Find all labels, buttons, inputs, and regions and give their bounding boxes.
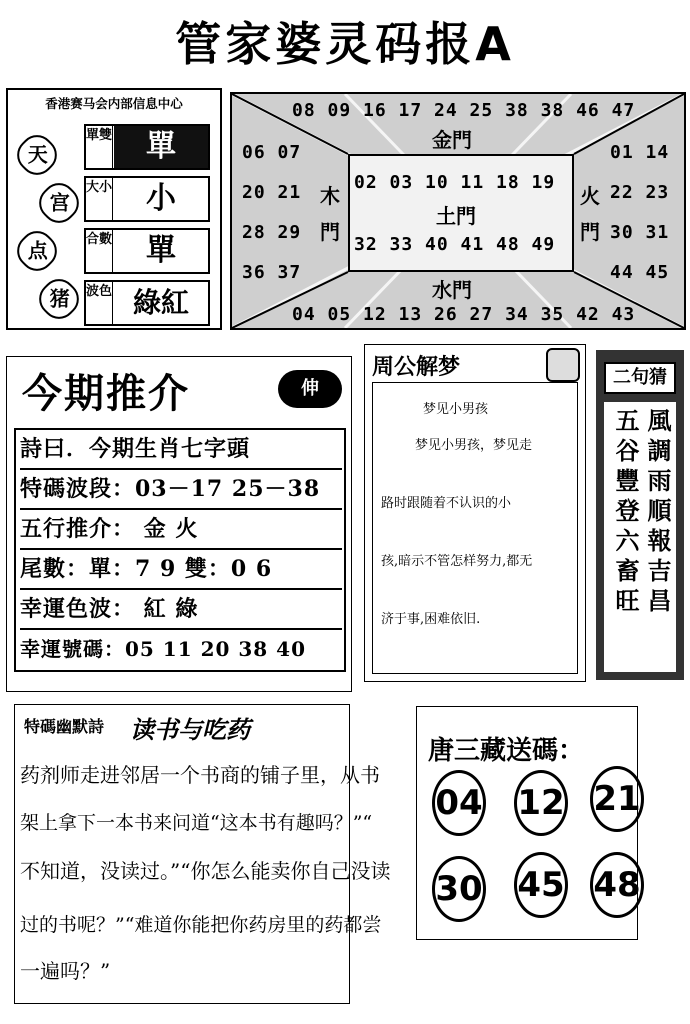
row-value: 單 xyxy=(146,233,176,268)
bottom-numbers: 04 05 12 13 26 27 34 35 42 43 xyxy=(292,304,636,325)
recommend-title: 今期推介 xyxy=(22,371,190,417)
odd-even-row xyxy=(84,124,210,170)
fire-door-label: 火門 xyxy=(580,184,600,244)
left-numbers-4: 36 37 xyxy=(242,262,302,283)
lucky-balls-heading: 唐三藏送碼： xyxy=(428,736,585,766)
five-elements-row: 五行推介： 金 火 xyxy=(20,510,342,550)
humor-line: 过的书呢？”“难道你能把你药房里的药都尝 xyxy=(20,914,382,936)
lucky-ball: 48 xyxy=(590,852,644,918)
dream-content xyxy=(372,382,578,674)
dream-heading: 周公解梦 xyxy=(372,355,461,380)
five-doors-panel xyxy=(230,92,686,330)
dream-line: 济于事,困难依旧. xyxy=(381,612,481,627)
page-title: 管家婆灵码报A xyxy=(175,17,515,71)
sum-row xyxy=(84,228,210,274)
center-bottom-numbers: 32 33 40 41 48 49 xyxy=(354,234,556,255)
zodiac-badge: 天 xyxy=(10,128,64,182)
lucky-number-row: 幸運號碼：05 11 20 38 40 xyxy=(20,637,307,661)
poem-row: 詩曰．今期生肖七字頭 xyxy=(20,430,342,470)
logo-badge: 伸 xyxy=(278,370,342,408)
wave-range-row: 特碼波段：03－17 25－38 xyxy=(20,470,342,510)
panel-header: 香港赛马会内部信息中心 xyxy=(45,96,183,111)
row-value: 綠紅 xyxy=(132,286,189,319)
row-label: 大小 xyxy=(86,178,113,220)
gold-door-label: 金門 xyxy=(432,128,472,152)
wave-color-row xyxy=(84,280,210,326)
lucky-ball: 12 xyxy=(514,770,568,836)
tail-number-row: 尾數：單：7 9 雙：0 6 xyxy=(20,550,342,590)
left-numbers-1: 06 07 xyxy=(242,142,302,163)
recommend-table xyxy=(14,428,346,672)
riddle-content xyxy=(604,402,676,672)
top-numbers: 08 09 16 17 24 25 38 38 46 47 xyxy=(292,100,636,121)
row-label: 合數 xyxy=(86,230,113,272)
dream-line: 梦见小男孩，梦见走 xyxy=(415,438,533,453)
zodiac-badge: 猪 xyxy=(32,272,86,326)
right-numbers-1: 01 14 xyxy=(610,142,670,163)
right-numbers-4: 44 45 xyxy=(610,262,670,283)
row-label: 單雙 xyxy=(86,126,113,168)
humor-title: 读书与吃药 xyxy=(130,716,250,744)
earth-door-label: 土門 xyxy=(436,204,476,228)
left-numbers-3: 28 29 xyxy=(242,222,302,243)
zodiac-badge: 点 xyxy=(10,224,64,278)
lucky-color-row: 幸運色波： 紅 綠 xyxy=(20,590,342,630)
dream-line: 孩,暗示不管怎样努力,都无 xyxy=(381,554,533,569)
humor-line: 药剂师走进邻居一个书商的铺子里，从书 xyxy=(20,763,380,787)
water-door-label: 水門 xyxy=(432,278,472,302)
lucky-ball: 30 xyxy=(432,856,486,922)
humor-line: 一遍吗？” xyxy=(20,959,111,983)
row-value: 小 xyxy=(146,181,176,216)
humor-heading: 特碼幽默詩 xyxy=(24,717,105,736)
riddle-heading: 二句猜 xyxy=(604,362,676,394)
big-small-row xyxy=(84,176,210,222)
lucky-ball: 04 xyxy=(432,770,486,836)
right-numbers-3: 30 31 xyxy=(610,222,670,243)
riddle-line-1: 風調雨順報吉昌 xyxy=(643,408,672,618)
left-numbers-2: 20 21 xyxy=(242,182,302,203)
humor-line: 架上拿下一本书来问道“这本书有趣吗？”“ xyxy=(20,812,373,834)
earth-door-center xyxy=(348,154,574,272)
lucky-ball: 45 xyxy=(514,852,568,918)
row-label: 波色 xyxy=(86,282,113,324)
right-numbers-2: 22 23 xyxy=(610,182,670,203)
row-value: 單 xyxy=(114,126,208,168)
riddle-line-2: 五谷豐登六畜旺 xyxy=(611,408,640,618)
wood-door-label: 木門 xyxy=(320,184,340,244)
humor-line: 不知道，没读过。”“你怎么能卖你自己没读 xyxy=(20,859,391,883)
dream-line: 路时跟随着不认识的小 xyxy=(381,496,512,511)
face-icon xyxy=(546,348,580,382)
lucky-ball: 21 xyxy=(590,766,644,832)
zodiac-badge: 宫 xyxy=(32,176,86,230)
dream-subtitle: 梦见小男孩 xyxy=(423,402,489,417)
center-top-numbers: 02 03 10 11 18 19 xyxy=(354,172,556,193)
